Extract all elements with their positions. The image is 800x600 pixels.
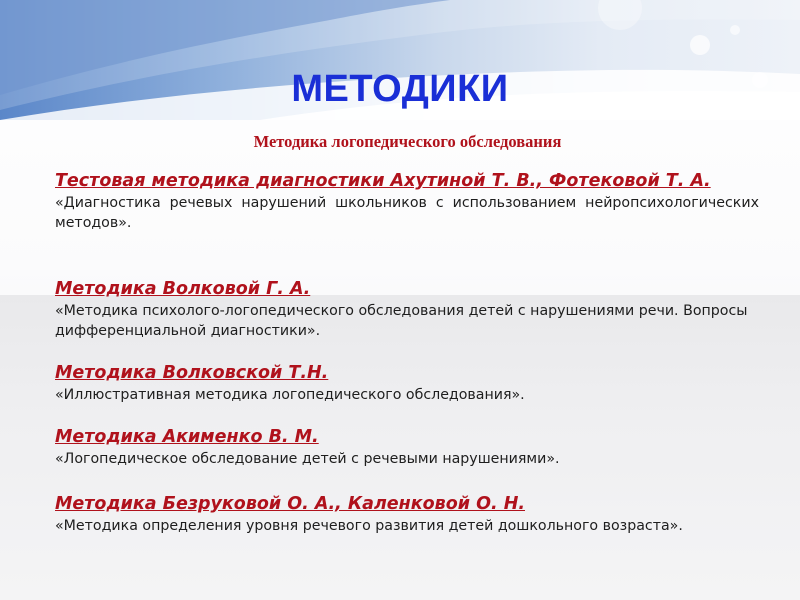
method-description: «Методика психолого-логопедического обследования детей с нарушениями речи. Вопросы дифференциальной диагностики». [55, 303, 748, 339]
method-description: «Логопедическое обследование детей с речевыми нарушениями». [55, 451, 560, 467]
method-description: «Методика определения уровня речевого развития детей дошкольного возраста». [55, 518, 683, 534]
method-name: Методика Волковой Г. А. [55, 279, 311, 299]
page-title: МЕТОДИКИ [291, 68, 509, 110]
list-item [55, 170, 759, 233]
list-item [55, 278, 759, 341]
method-name: Методика Безруковой О. А., Каленковой О. Н. [55, 494, 525, 514]
method-description: «Иллюстративная методика логопедического обследования». [55, 387, 525, 403]
method-name: Методика Волковской Т.Н. [55, 363, 329, 383]
list-item [55, 493, 759, 536]
page-subtitle: Методика логопедического обследования [253, 132, 562, 151]
method-description: «Диагностика речевых нарушений школьников с использованием нейропсихологических методов». [55, 195, 759, 231]
list-item [55, 362, 759, 405]
method-name: Тестовая методика диагностики Ахутиной Т. В., Фотековой Т. А. [55, 171, 711, 191]
method-name: Методика Акименко В. М. [55, 427, 319, 447]
list-item [55, 426, 759, 469]
